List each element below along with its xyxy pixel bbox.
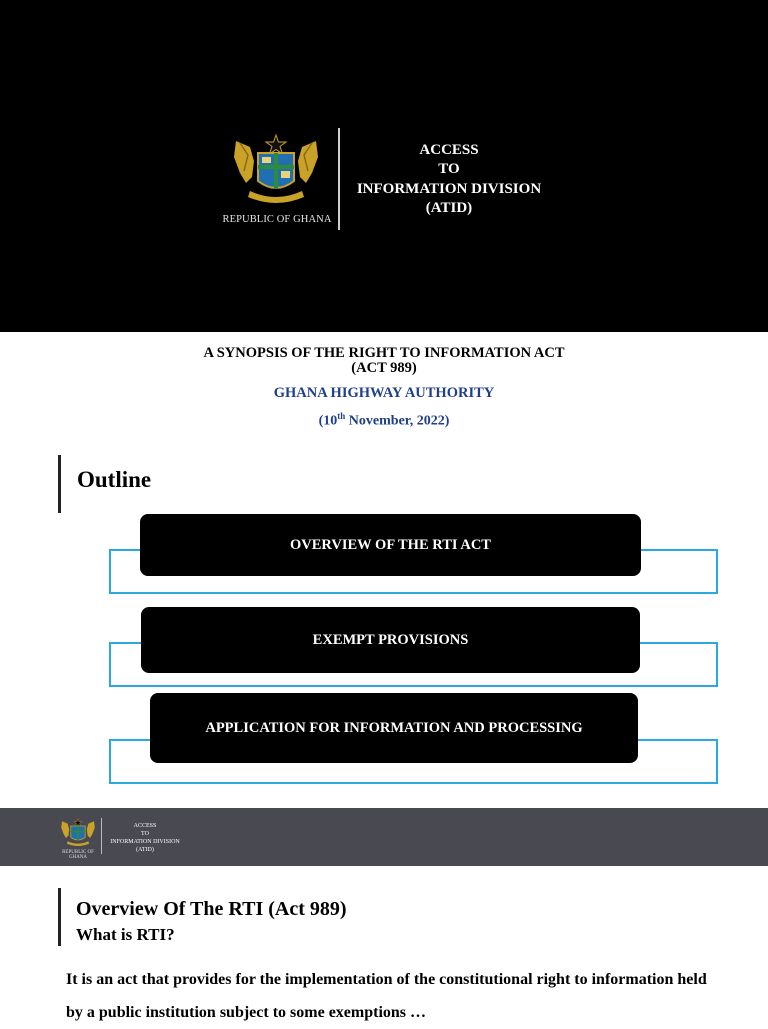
band-emblem-caption: REPUBLIC OF GHANA	[62, 850, 94, 860]
outline-item-exempt-provisions[interactable]: EXEMPT PROVISIONS	[141, 607, 640, 673]
organization-name: GHANA HIGHWAY AUTHORITY	[273, 385, 495, 401]
date-suffix-ordinal: th	[337, 411, 346, 421]
hero-title-line: INFORMATION DIVISION	[356, 180, 542, 197]
band-divider	[101, 818, 102, 854]
band-title-line: ACCESS	[133, 823, 157, 829]
overview-title: Overview Of The RTI (Act 989)	[76, 898, 347, 920]
outline-accent-bar	[58, 455, 61, 513]
band-title-line: (ATID)	[136, 847, 154, 853]
band-title-line: TO	[141, 831, 149, 837]
presentation-date	[0, 407, 768, 431]
outline-item-overview[interactable]: OVERVIEW OF THE RTI ACT	[140, 514, 641, 576]
outline-item-application-processing[interactable]: APPLICATION FOR INFORMATION AND PROCESSING	[150, 693, 638, 763]
hero-title-line: (ATID)	[425, 199, 473, 216]
overview-accent-bar	[58, 888, 61, 946]
hero-title-line: ACCESS	[419, 142, 479, 158]
ghana-coat-of-arms-small-icon	[60, 818, 96, 848]
overview-subtitle: What is RTI?	[76, 925, 175, 944]
date-rest: November, 2022)	[345, 413, 450, 429]
date-prefix: (10	[318, 413, 338, 429]
synopsis-title: A SYNOPSIS OF THE RIGHT TO INFORMATION ACT	[203, 345, 565, 361]
overview-body: It is an act that provides for the implementation of the constitutional right to information held by a public institution subject to some exemptions …	[66, 971, 707, 1021]
synopsis-act: (ACT 989)	[351, 360, 417, 376]
band-title	[103, 822, 187, 854]
hero-divider	[338, 128, 340, 230]
band-title-line: INFORMATION DIVISION	[110, 839, 180, 845]
hero-title	[344, 141, 554, 218]
ghana-coat-of-arms-icon	[232, 133, 320, 208]
emblem-caption: REPUBLIC OF GHANA	[222, 214, 332, 225]
hero-title-line: TO	[438, 161, 460, 178]
outline-heading: Outline	[77, 467, 152, 492]
synopsis-block	[0, 344, 768, 431]
